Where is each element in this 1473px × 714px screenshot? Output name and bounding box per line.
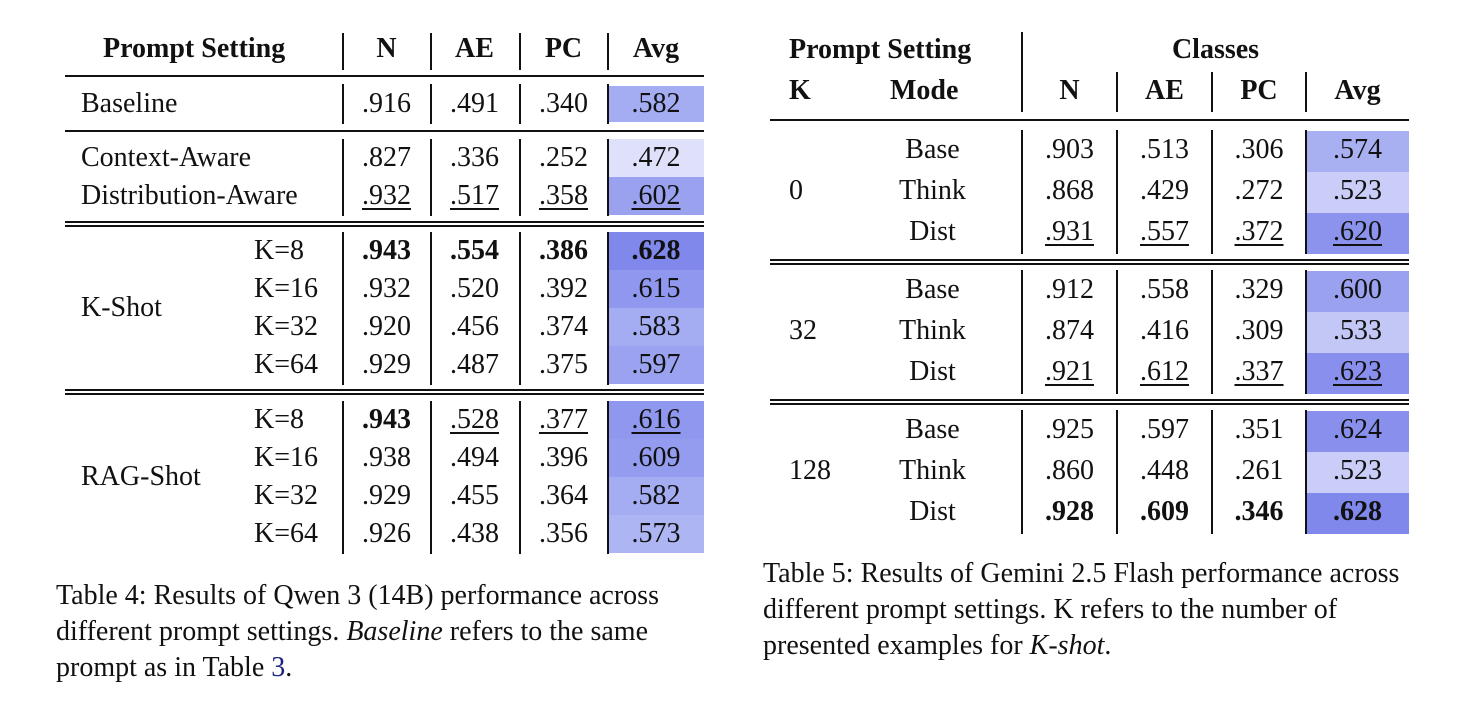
- table-3-reference-link[interactable]: 3: [271, 652, 286, 683]
- t4-kshot-k: K=8: [254, 235, 305, 266]
- t4-vrule: [430, 33, 432, 70]
- t5-avg: .523: [1333, 455, 1382, 486]
- t5-group-k-128: 128: [789, 455, 831, 486]
- t4-rag-n: .926: [362, 518, 411, 549]
- t4-kshot-n: .929: [362, 349, 411, 380]
- t5-mode: Base: [905, 134, 960, 165]
- t4-distribution-pc: .358: [539, 180, 588, 211]
- t4-vrule: [430, 401, 432, 554]
- t4-rag-avg: .582: [631, 480, 681, 511]
- t5-rule-1b: [770, 263, 1409, 265]
- t5-ae: .597: [1140, 414, 1189, 445]
- t5-n: .912: [1045, 274, 1094, 305]
- t4-rag-avg: .616: [631, 404, 681, 435]
- t5-header-avg: Avg: [1334, 75, 1381, 106]
- t4-context-ae: .336: [450, 142, 499, 173]
- t4-kshot-label: K-Shot: [81, 292, 162, 323]
- t4-vrule: [519, 139, 521, 216]
- t5-avg: .574: [1333, 134, 1382, 165]
- t4-header-ae: AE: [455, 33, 494, 64]
- t5-group-k-32: 32: [789, 315, 817, 346]
- t5-mode: Base: [905, 414, 960, 445]
- t5-vrule: [1305, 72, 1307, 112]
- t5-ae: .513: [1140, 134, 1189, 165]
- t5-mode: Base: [905, 274, 960, 305]
- t4-kshot-ae: .554: [450, 235, 499, 266]
- t5-mode: Think: [899, 455, 966, 486]
- t4-baseline-pc: .340: [539, 88, 588, 119]
- t4-header-n: N: [376, 33, 397, 64]
- t4-vrule: [607, 33, 609, 70]
- t4-kshot-n: .920: [362, 311, 411, 342]
- t5-pc: .306: [1234, 134, 1284, 165]
- t5-ae: .557: [1140, 216, 1189, 247]
- t4-vrule: [430, 232, 432, 385]
- t4-rag-ae: .494: [450, 442, 499, 473]
- t5-pc: .272: [1234, 175, 1284, 206]
- t5-vrule: [1021, 32, 1023, 112]
- t5-n: .860: [1045, 455, 1094, 486]
- t4-rag-pc: .356: [539, 518, 588, 549]
- t5-vrule: [1116, 130, 1118, 254]
- t4-rag-k: K=8: [254, 404, 305, 435]
- t4-vrule: [607, 84, 609, 124]
- t5-ae: .429: [1140, 175, 1189, 206]
- t4-rag-n: .943: [362, 404, 411, 435]
- t4-rag-pc: .396: [539, 442, 588, 473]
- t4-vrule: [519, 84, 521, 124]
- t4-kshot-n: .932: [362, 273, 411, 304]
- t4-vrule: [342, 139, 344, 216]
- t4-rule-3: [65, 389, 704, 391]
- t4-baseline-avg: .582: [631, 88, 681, 119]
- t5-header-pc: PC: [1240, 75, 1278, 106]
- t5-ae: .609: [1140, 496, 1189, 527]
- t5-ae: .612: [1140, 356, 1189, 387]
- t4-rag-n: .938: [362, 442, 411, 473]
- t5-group-k-0: 0: [789, 175, 803, 206]
- t5-vrule: [1116, 72, 1118, 112]
- t5-vrule: [1305, 130, 1307, 254]
- t4-kshot-avg: .583: [631, 311, 681, 342]
- t5-ae: .558: [1140, 274, 1189, 305]
- t5-header-n: N: [1059, 75, 1080, 106]
- t4-ragshot-label: RAG-Shot: [81, 461, 201, 492]
- t4-rag-k: K=16: [254, 442, 319, 473]
- t5-vrule: [1116, 410, 1118, 534]
- t5-pc: .351: [1234, 414, 1284, 445]
- t5-avg: .623: [1333, 356, 1382, 387]
- t4-vrule: [519, 401, 521, 554]
- t4-baseline-ae: .491: [450, 88, 499, 119]
- t5-pc: .337: [1234, 356, 1284, 387]
- t5-vrule: [1116, 270, 1118, 394]
- t4-kshot-k: K=32: [254, 311, 319, 342]
- t5-avg: .628: [1333, 496, 1382, 527]
- t5-avg: .523: [1333, 175, 1382, 206]
- t5-vrule: [1021, 270, 1023, 394]
- t4-vrule: [342, 84, 344, 124]
- t4-rag-pc: .364: [539, 480, 588, 511]
- t4-vrule: [342, 401, 344, 554]
- t4-kshot-pc: .374: [539, 311, 588, 342]
- t5-n: .921: [1045, 356, 1094, 387]
- t5-avg: .600: [1333, 274, 1382, 305]
- t4-context-n: .827: [362, 142, 411, 173]
- t4-rag-ae: .438: [450, 518, 499, 549]
- t4-rag-ae: .455: [450, 480, 499, 511]
- t4-baseline-n: .916: [362, 88, 411, 119]
- t5-n: .868: [1045, 175, 1094, 206]
- t4-rag-k: K=32: [254, 480, 319, 511]
- t5-header-mode: Mode: [890, 75, 959, 106]
- t4-context-avg: .472: [631, 142, 681, 173]
- t5-vrule: [1211, 270, 1213, 394]
- t4-kshot-ae: .520: [450, 273, 499, 304]
- t4-vrule: [430, 84, 432, 124]
- t5-n: .874: [1045, 315, 1094, 346]
- t5-n: .928: [1045, 496, 1094, 527]
- t4-vrule: [607, 401, 609, 554]
- t4-kshot-pc: .375: [539, 349, 588, 380]
- t4-header-pc: PC: [544, 33, 583, 64]
- t4-distribution-label: Distribution-Aware: [81, 180, 298, 211]
- t5-mode: Dist: [909, 356, 956, 387]
- t4-rule-2: [65, 221, 704, 223]
- t5-pc: .309: [1234, 315, 1284, 346]
- t4-kshot-pc: .392: [539, 273, 588, 304]
- t5-vrule: [1211, 130, 1213, 254]
- t5-ae: .448: [1140, 455, 1189, 486]
- t4-context-pc: .252: [539, 142, 588, 173]
- t5-ae: .416: [1140, 315, 1189, 346]
- t4-rule-3b: [65, 393, 704, 395]
- t5-rule-2: [770, 399, 1409, 401]
- t4-kshot-ae: .487: [450, 349, 499, 380]
- t4-distribution-ae: .517: [450, 180, 499, 211]
- t4-rule-1: [65, 130, 704, 132]
- t5-vrule: [1211, 72, 1213, 112]
- t5-pc: .261: [1234, 455, 1284, 486]
- t5-avg: .533: [1333, 315, 1382, 346]
- t4-kshot-pc: .386: [539, 235, 588, 266]
- t4-kshot-ae: .456: [450, 311, 499, 342]
- t5-header-classes: Classes: [1171, 34, 1260, 65]
- t4-vrule: [519, 232, 521, 385]
- t5-avg: .624: [1333, 414, 1382, 445]
- t5-vrule: [1021, 410, 1023, 534]
- t4-rag-ae: .528: [450, 404, 499, 435]
- t4-kshot-avg: .615: [631, 273, 681, 304]
- t5-mode: Think: [899, 175, 966, 206]
- t4-vrule: [607, 139, 609, 216]
- t5-n: .925: [1045, 414, 1094, 445]
- t4-rag-avg: .573: [631, 518, 681, 549]
- t4-vrule: [342, 232, 344, 385]
- t4-header-setting: Prompt Setting: [103, 33, 286, 64]
- t5-rule-header: [770, 119, 1409, 121]
- t4-distribution-avg: .602: [631, 180, 681, 211]
- t4-kshot-n: .943: [362, 235, 411, 266]
- t4-vrule: [519, 33, 521, 70]
- t5-mode: Think: [899, 315, 966, 346]
- t4-baseline-label: Baseline: [81, 88, 178, 119]
- t5-pc: .329: [1234, 274, 1284, 305]
- t5-pc: .372: [1234, 216, 1284, 247]
- t4-vrule: [342, 33, 344, 70]
- t4-kshot-avg: .597: [631, 349, 681, 380]
- t5-caption: Table 5: Results of Gemini 2.5 Flash performance across different prompt settings. K refers to the number of presented examples for K-shot.: [763, 558, 1400, 661]
- t4-kshot-avg: .628: [631, 235, 681, 266]
- t5-n: .931: [1045, 216, 1094, 247]
- t4-caption: Table 4: Results of Qwen 3 (14B) performance across different prompt settings. Baseline refers to the same prompt as in Table 3.: [56, 580, 659, 683]
- t5-vrule: [1021, 130, 1023, 254]
- t4-rule-2b: [65, 225, 704, 227]
- t5-mode: Dist: [909, 216, 956, 247]
- t5-avg: .620: [1333, 216, 1382, 247]
- t4-vrule: [430, 139, 432, 216]
- t4-context-label: Context-Aware: [81, 142, 252, 173]
- t4-rag-n: .929: [362, 480, 411, 511]
- t4-kshot-k: K=64: [254, 349, 319, 380]
- t5-header-ae: AE: [1145, 75, 1184, 106]
- t5-mode: Dist: [909, 496, 956, 527]
- t5-header-setting: Prompt Setting: [789, 34, 972, 65]
- t5-pc: .346: [1234, 496, 1284, 527]
- t4-rule-top: [65, 75, 704, 77]
- t5-rule-2b: [770, 403, 1409, 405]
- t5-n: .903: [1045, 134, 1094, 165]
- t4-header-avg: Avg: [632, 33, 680, 64]
- t4-rag-k: K=64: [254, 518, 319, 549]
- t5-rule-1: [770, 259, 1409, 261]
- t5-vrule: [1305, 270, 1307, 394]
- t4-kshot-k: K=16: [254, 273, 319, 304]
- t5-header-k: K: [789, 75, 811, 106]
- t5-vrule: [1305, 410, 1307, 534]
- t4-rag-avg: .609: [631, 442, 681, 473]
- t4-vrule: [607, 232, 609, 385]
- t4-distribution-n: .932: [362, 180, 411, 211]
- t5-vrule: [1211, 410, 1213, 534]
- t4-rag-pc: .377: [539, 404, 588, 435]
